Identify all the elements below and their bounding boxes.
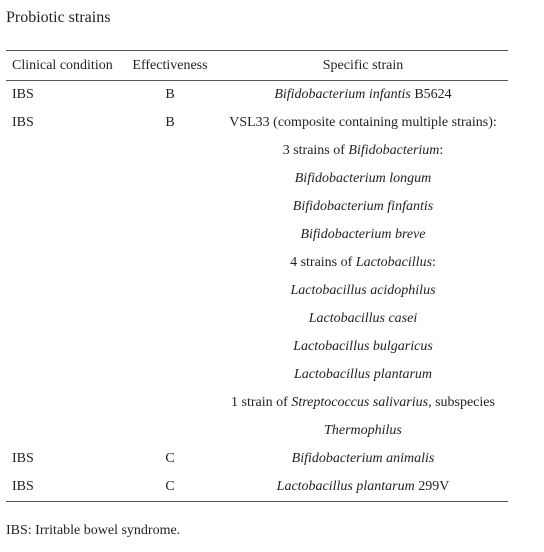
- table-row: [6, 81, 508, 109]
- table-row: [6, 277, 508, 305]
- specific-strain-cell: [218, 451, 508, 467]
- table-row: [6, 361, 508, 389]
- effectiveness-cell: C: [165, 479, 175, 494]
- strain-text-segment: Bifidobacterium finfantis: [292, 199, 434, 214]
- specific-strain-cell: [218, 227, 508, 243]
- header-clinical-condition: Clinical condition: [12, 58, 113, 73]
- strain-text-segment: 4 strains of: [290, 255, 356, 270]
- strain-text-segment: Thermophilus: [324, 423, 402, 438]
- specific-strain-cell: [218, 87, 508, 103]
- table-row: [6, 249, 508, 277]
- specific-strain-cell: [218, 115, 508, 131]
- strain-text-segment: VSL33 (composite containing multiple strains):: [229, 115, 497, 130]
- table-title: Probiotic strains: [6, 9, 111, 26]
- specific-strain-cell: [218, 171, 508, 187]
- table-bottom-rule: [6, 501, 508, 502]
- table-body: [6, 81, 508, 501]
- specific-strain-cell: [218, 479, 508, 495]
- table-header: [6, 52, 508, 80]
- header-effectiveness: Effectiveness: [132, 58, 208, 73]
- effectiveness-cell: B: [165, 115, 175, 130]
- specific-strain-cell: [218, 367, 508, 383]
- strain-text-segment: Bifidobacterium breve: [300, 227, 426, 242]
- clinical-condition-cell: IBS: [12, 451, 34, 466]
- strain-text-segment: Lactobacillus plantarum: [276, 479, 415, 494]
- clinical-condition-cell: IBS: [12, 115, 34, 130]
- table-row: [6, 333, 508, 361]
- table-row: [6, 193, 508, 221]
- specific-strain-cell: [218, 423, 508, 439]
- table-row: [6, 109, 508, 137]
- strain-text-segment: 1 strain of: [231, 395, 292, 410]
- header-specific-strain: Specific strain: [322, 58, 404, 73]
- table-row: [6, 137, 508, 165]
- strain-text-segment: Lactobacillus casei: [308, 311, 418, 326]
- table-row: [6, 165, 508, 193]
- strain-text-segment: B5624: [410, 87, 452, 102]
- specific-strain-cell: [218, 339, 508, 355]
- specific-strain-cell: [218, 199, 508, 215]
- strain-text-segment: Bifidobacterium infantis: [274, 87, 411, 102]
- strain-text-segment: Lactobacillus bulgaricus: [293, 339, 433, 354]
- specific-strain-cell: [218, 255, 508, 271]
- strain-text-segment: 3 strains of: [282, 143, 349, 158]
- strain-text-segment: :: [432, 255, 436, 270]
- table-row: [6, 473, 508, 501]
- table-top-rule: [6, 50, 508, 51]
- strain-text-segment: Lactobacillus acidophilus: [290, 283, 436, 298]
- header-row: [6, 52, 508, 80]
- strain-text-segment: Bifidobacterium longum: [294, 171, 432, 186]
- clinical-condition-cell: IBS: [12, 479, 34, 494]
- table-row: [6, 305, 508, 333]
- effectiveness-cell: B: [165, 87, 175, 102]
- strain-text-segment: Lactobacillus: [355, 255, 433, 270]
- table-row: [6, 221, 508, 249]
- table-row: [6, 389, 508, 417]
- effectiveness-cell: C: [165, 451, 175, 466]
- table-row: [6, 445, 508, 473]
- strain-text-segment: Streptococcus salivarius: [291, 395, 429, 410]
- table-footnote: IBS: Irritable bowel syndrome.: [6, 523, 181, 538]
- specific-strain-cell: [218, 283, 508, 299]
- strain-text-segment: Bifidobacterium animalis: [291, 451, 435, 466]
- clinical-condition-cell: IBS: [12, 87, 34, 102]
- strain-text-segment: Lactobacillus plantarum: [293, 367, 433, 382]
- strain-text-segment: , subspecies: [428, 395, 495, 410]
- strain-text-segment: 299V: [414, 479, 450, 494]
- specific-strain-cell: [218, 395, 508, 411]
- strain-text-segment: Bifidobacterium: [348, 143, 440, 158]
- table-row: [6, 417, 508, 445]
- specific-strain-cell: [218, 143, 508, 159]
- strain-text-segment: :: [439, 143, 444, 158]
- specific-strain-cell: [218, 311, 508, 327]
